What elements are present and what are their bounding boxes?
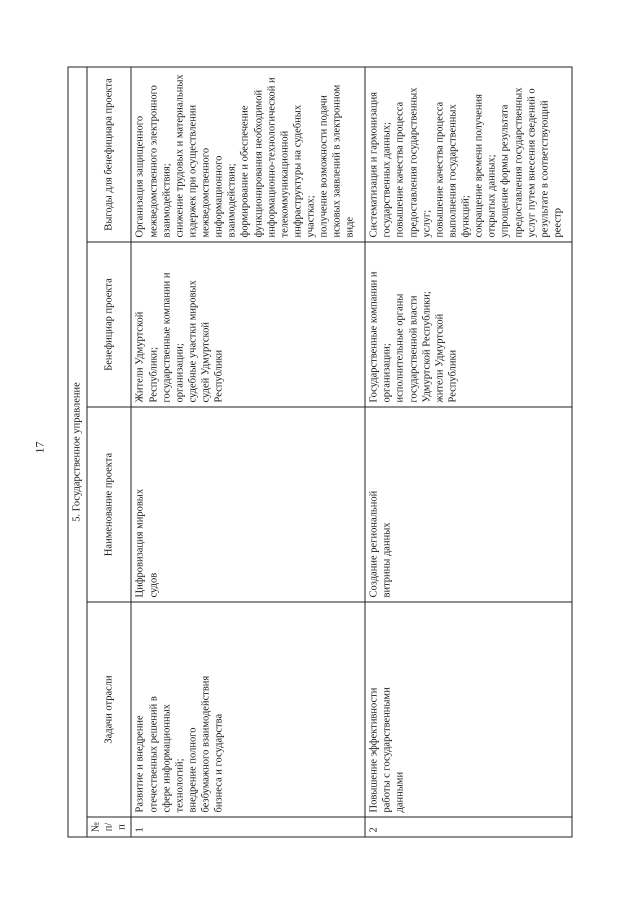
cell-line: выполнения государственных [447, 103, 459, 237]
cell-line: технологий; [174, 757, 186, 812]
tasks-cell [365, 602, 572, 817]
cell-line: отечественных решений в [148, 695, 159, 812]
cell-line: Республики [213, 349, 225, 402]
cell-line: исковых заявлений в электронном [331, 84, 343, 237]
cell-line: жители Удмуртской [434, 313, 446, 402]
header-project-name: Наименование проекта [87, 407, 131, 602]
cell-line: межведомственного электронного [148, 84, 159, 237]
benefits-cell [131, 66, 365, 241]
cell-line: упрощение формы результата [499, 104, 511, 237]
cell-line: повышение качества процесса [394, 101, 406, 237]
page-number: 17 [32, 441, 47, 454]
cell-line: функций; [460, 194, 472, 237]
cell-line: Систематизация и гармонизация [368, 91, 380, 237]
cell-line: организации; [381, 342, 393, 402]
cell-line: сфере информационных [161, 703, 173, 812]
cell-line: межведомственного информационного [200, 147, 225, 237]
cell-line: Республики [447, 349, 459, 402]
cell-line: Организация защищенного [134, 115, 146, 237]
header-benefits: Выгоды для бенефициара проекта [87, 66, 131, 241]
cell-line: Повышение эффективности [368, 687, 380, 812]
cell-line: услуг путем внесения сведений о [526, 87, 538, 237]
cell-line: государственной власти [408, 294, 419, 402]
cell-line: формирование и обеспечение [239, 104, 251, 237]
cell-line: предоставления государственных [408, 87, 419, 237]
projects-table [68, 66, 573, 837]
row-number: 2 [365, 817, 572, 837]
cell-line: телекоммуникационной [279, 130, 291, 237]
cell-line: исполнительные органы [394, 293, 406, 402]
beneficiary-cell [365, 242, 572, 407]
cell-line: Государственные компании и [368, 270, 380, 402]
cell-line: результате в соответствующий реестр [539, 99, 564, 237]
cell-line: взаимодействия; [161, 162, 173, 237]
cell-line: внедрение полного [187, 726, 199, 812]
cell-line: данными [394, 771, 406, 812]
cell-line: Цифровизация мировых [134, 488, 146, 597]
cell-line: инфраструктуры на судебных [292, 104, 304, 237]
cell-line: организации; [174, 342, 186, 402]
cell-line: судебные участки мировых [187, 279, 199, 402]
cell-line: повышение качества процесса [434, 101, 446, 237]
header-num: № п/п [87, 817, 131, 837]
project-name-cell [365, 407, 572, 602]
section-title: 5. Государственное управление [68, 66, 87, 836]
tasks-cell [131, 602, 365, 817]
cell-line: информационно-технологической и [266, 76, 278, 237]
cell-line: виде [344, 216, 356, 237]
cell-line: предоставления государственных [513, 87, 524, 237]
benefits-cell [365, 66, 572, 241]
cell-line: участках; [305, 194, 317, 237]
cell-line: Создание региональной [368, 490, 380, 597]
cell-line: витрины данных [381, 521, 393, 597]
table-row [131, 66, 365, 836]
header-beneficiary: Бенефициар проекта [87, 242, 131, 407]
cell-line: Жители Удмуртской [134, 311, 146, 402]
cell-line: открытых данных; [486, 153, 498, 237]
cell-line: взаимодействия; [226, 162, 238, 237]
cell-line: бизнеса и государства [213, 713, 225, 812]
cell-line: сокращение времени получения [473, 93, 485, 237]
header-tasks: Задачи отрасли [87, 602, 131, 817]
cell-line: получение возможности подачи [318, 94, 330, 237]
beneficiary-cell [131, 242, 365, 407]
cell-line: снижение трудовых и материальных [174, 73, 186, 237]
cell-line: работы с государственными [381, 686, 393, 812]
row-number: 1 [131, 817, 365, 837]
cell-line: функционирования необходимой [253, 89, 264, 237]
cell-line: государственные компании и [161, 272, 173, 402]
cell-line: Республики; [148, 346, 159, 402]
rotated-table-container [68, 67, 573, 837]
cell-line: услуг; [421, 209, 433, 237]
cell-line: безбумажного взаимодействия [200, 675, 212, 812]
cell-line: издержек при осуществлении [187, 104, 199, 237]
cell-line: судей Удмуртской [200, 321, 212, 402]
project-name-cell [131, 407, 365, 602]
cell-line: Удмуртской Республики; [421, 290, 433, 402]
cell-line: государственных данных; [381, 121, 393, 237]
cell-line: Развитие и внедрение [134, 714, 146, 812]
table-row [365, 66, 572, 836]
cell-line: судов [148, 572, 159, 597]
